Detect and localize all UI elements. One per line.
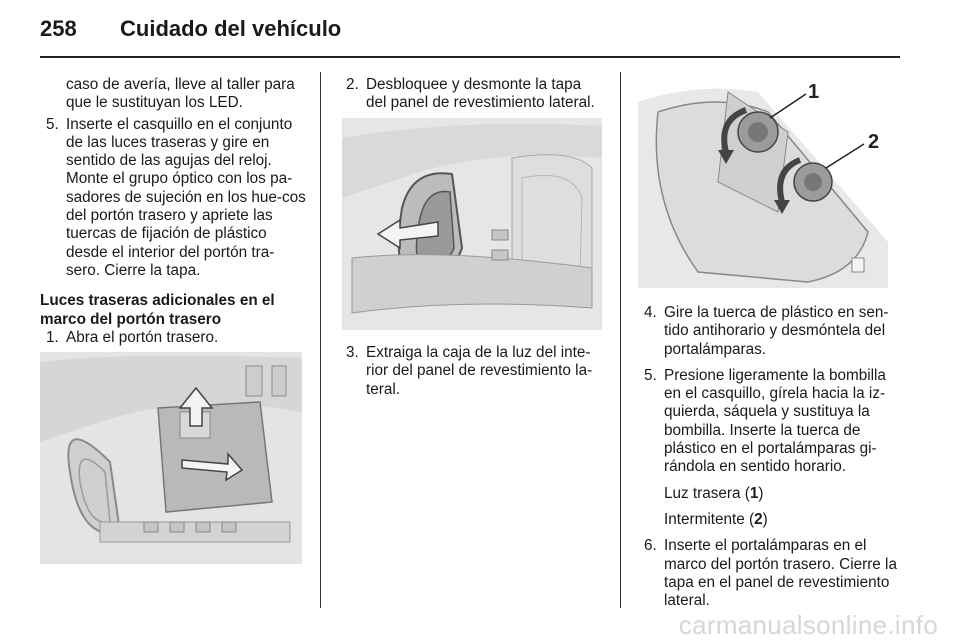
step-text: Inserte el casquillo en el conjunto de las luces traseras y gire en sentido de las agujas del reloj. Monte el grupo óptico con los pa-sadores de sujeción en los hue-cos del portón trasero y apriete las tuercas de fijación de plástico desde el interior del portón tra-sero. Cierre la tapa. (66, 115, 306, 279)
step-text: Extraiga la caja de la luz del inte-rior del panel de revestimiento la-teral. (366, 344, 593, 398)
step-text: Inserte el portalámparas en el marco del portón trasero. Cierre la tapa en el panel de revestimiento lateral. (664, 537, 897, 610)
header-rule (40, 56, 900, 58)
step-number: 3. (346, 344, 359, 361)
step-text: Gire la tuerca de plástico en sen-tido antihorario y desmóntela del portalámparas. (664, 304, 889, 358)
section-heading: Luces traseras adicionales en el marco del portón trasero (40, 292, 275, 328)
legend-turn-signal: Intermitente (2) (664, 510, 768, 528)
step-5-replace-bulb (638, 367, 902, 477)
column-1 (40, 76, 308, 347)
column-divider-2 (620, 72, 621, 608)
step-2-remove-cover (340, 76, 605, 113)
column-2 (340, 76, 605, 113)
side-panel-light-illustration (342, 118, 602, 330)
step-number: 5. (46, 115, 59, 133)
tailgate-cover-illustration (40, 352, 302, 564)
continued-text: caso de avería, lleve al taller para que le sustituyan los LED. (66, 76, 295, 112)
watermark: carmanualsonline.info (678, 610, 938, 640)
step-number: 4. (644, 304, 657, 321)
step-5-install (40, 116, 308, 281)
legend-tail-light: Luz trasera (1) (664, 484, 764, 502)
step-number: 2. (346, 76, 359, 93)
step-number: 5. (644, 366, 657, 384)
step-text: Presione ligeramente la bombilla en el casquillo, gírela hacia la iz-quierda, sáquela y sustituya la bombilla. Inserte la tuerca de plástico en el portalámparas gi-rándola en sentido horario. (664, 366, 886, 476)
step-1-open (40, 329, 308, 347)
callout-label-2: 2 (868, 131, 880, 153)
step-6-reinsert (638, 537, 902, 610)
lamp-holders-illustration (638, 72, 900, 288)
step-text: Abra el portón trasero. (66, 328, 219, 346)
column-divider-1 (320, 72, 321, 608)
page-title: Cuidado del vehículo (120, 16, 342, 41)
step-4-turn-nut (638, 304, 902, 359)
page-header (40, 14, 900, 52)
column-3 (638, 304, 902, 610)
step-number: 6. (644, 537, 657, 555)
callout-label-1: 1 (808, 81, 820, 103)
page-number: 258 (40, 16, 77, 41)
step-3-extract-box (340, 344, 605, 399)
step-text: Desbloquee y desmonte la tapa del panel de revestimiento lateral. (366, 76, 595, 112)
step-number: 1. (46, 328, 59, 346)
column-2-lower (340, 344, 605, 399)
